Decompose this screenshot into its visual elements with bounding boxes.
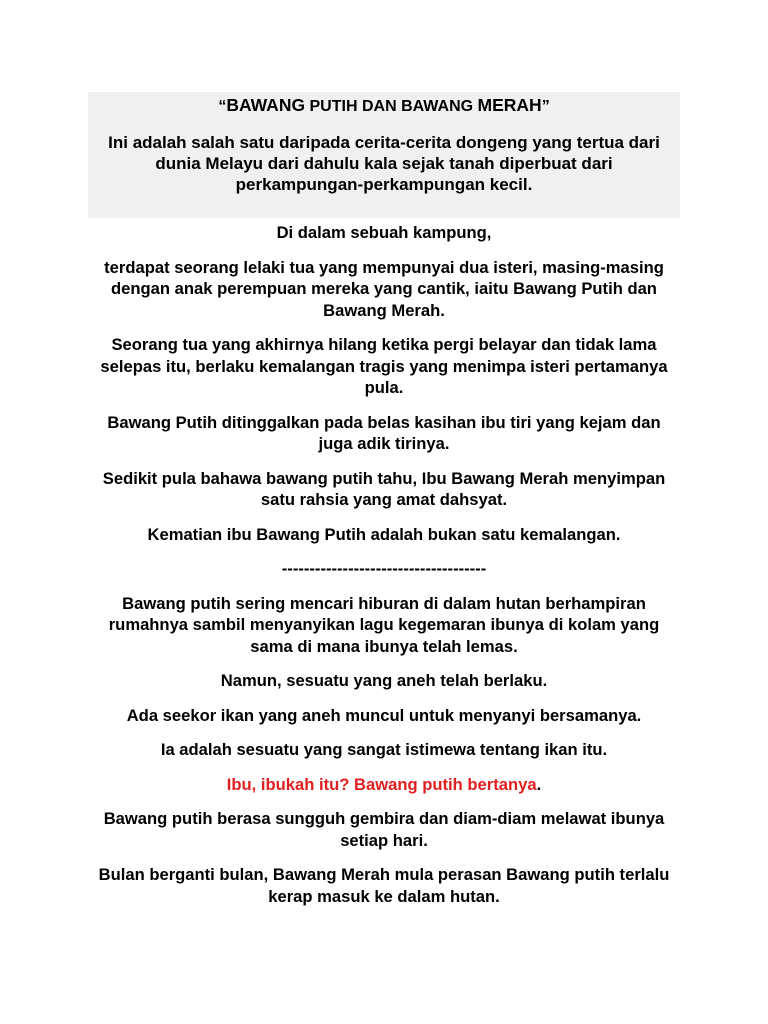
paragraph: Sedikit pula bahawa bawang putih tahu, Ibu Bawang Merah menyimpan satu rahsia yang amat dahsyat. bbox=[102, 468, 666, 509]
paragraph: Kematian ibu Bawang Putih adalah bukan satu kemalangan. bbox=[147, 524, 621, 544]
red-dialogue-line bbox=[88, 774, 680, 796]
title-word-bawang: BAWANG bbox=[226, 95, 306, 115]
title-open-quote: “ bbox=[218, 98, 227, 115]
paragraph: Bawang Putih ditinggalkan pada belas kasihan ibu tiri yang kejam dan juga adik tirinya. bbox=[107, 412, 661, 453]
paragraph: Di dalam sebuah kampung, bbox=[276, 223, 492, 242]
paragraph: Bulan berganti bulan, Bawang Merah mula perasan Bawang putih terlalu kerap masuk ke dalam hutan. bbox=[98, 865, 670, 906]
paragraph: Ia adalah sesuatu yang sangat istimewa tentang ikan itu. bbox=[160, 740, 608, 759]
red-dialogue-suffix: . bbox=[536, 774, 542, 794]
story-body bbox=[88, 222, 680, 907]
title-close-quote: ” bbox=[541, 98, 550, 115]
paragraph: Bawang putih sering mencari hiburan di dalam hutan berhampiran rumahnya sambil menyanyikan lagu kegemaran ibunya di kolam yang sama di mana ibunya telah lemas. bbox=[108, 593, 660, 656]
red-dialogue-text: Ibu, ibukah itu? Bawang putih bertanya bbox=[226, 774, 537, 794]
paragraph: Namun, sesuatu yang aneh telah berlaku. bbox=[220, 671, 548, 690]
paragraph: Bawang putih berasa sungguh gembira dan diam-diam melawat ibunya setiap hari. bbox=[103, 809, 665, 850]
paragraph: Ada seekor ikan yang aneh muncul untuk menyanyi bersamanya. bbox=[126, 705, 642, 725]
title-word-merah: MERAH bbox=[477, 95, 542, 115]
title-middle: PUTIH DAN BAWANG bbox=[305, 98, 478, 115]
paragraph: terdapat seorang lelaki tua yang mempunyai dua isteri, masing-masing dengan anak perempuan mereka yang cantik, iaitu Bawang Putih dan Bawang Merah. bbox=[104, 257, 664, 320]
section-divider: ------------------------------------- bbox=[281, 559, 487, 578]
story-title bbox=[88, 96, 680, 116]
paragraph: Seorang tua yang akhirnya hilang ketika pergi belayar dan tidak lama selepas itu, berlaku kemalangan tragis yang menimpa isteri pertamanya pula. bbox=[100, 335, 668, 397]
intro-paragraph: Ini adalah salah satu daripada cerita-cerita dongeng yang tertua dari dunia Melayu dari dahulu kala sejak tanah diperbuat dari perkampungan-perkampungan kecil. bbox=[108, 133, 660, 194]
document-page bbox=[88, 0, 680, 907]
intro-box bbox=[88, 92, 680, 218]
